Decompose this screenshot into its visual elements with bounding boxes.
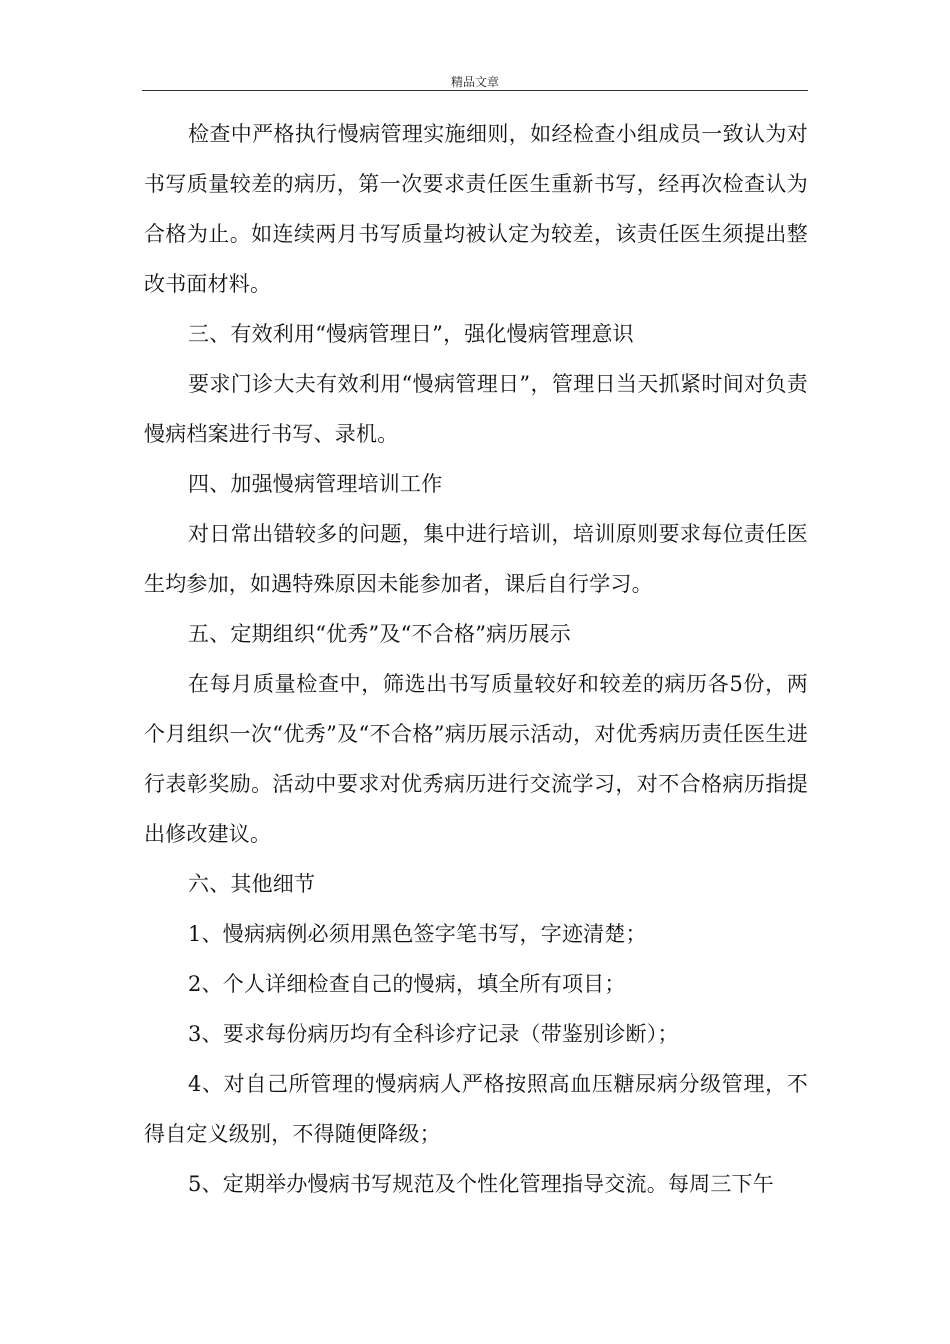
list-item-1: 1、慢病病例必须用黑色签字笔书写，字迹清楚；	[188, 922, 647, 946]
page-header-title: 精品文章	[450, 75, 499, 89]
section-heading-6: 六、其他细节	[188, 872, 316, 896]
header-divider	[142, 90, 808, 91]
paragraph-record-showcase: 在每月质量检查中，筛选出书写质量较好和较差的病历各5份，两个月组织一次“优秀”及“不合格”病历展示活动，对优秀病历责任医生进行表彰奖励。活动中要求对优秀病历进行交流学习，对不合格病历指提出修改建议。	[144, 672, 808, 846]
document-body	[144, 109, 808, 1209]
list-item-2: 2、个人详细检查自己的慢病，填全所有项目；	[188, 972, 626, 996]
paragraph-training: 对日常出错较多的问题，集中进行培训，培训原则要求每位责任医生均参加，如遇特殊原因未能参加者，课后自行学习。	[144, 522, 808, 596]
list-item-4: 4、对自己所管理的慢病病人严格按照高血压糖尿病分级管理，不得自定义级别，不得随便降级；	[144, 1072, 808, 1146]
list-item-3: 3、要求每份病历均有全科诊疗记录（带鉴别诊断）；	[188, 1022, 679, 1046]
list-item-5: 5、定期举办慢病书写规范及个性化管理指导交流。每周三下午	[188, 1172, 774, 1196]
section-heading-5: 五、定期组织“优秀”及“不合格”病历展示	[188, 622, 571, 646]
paragraph-management-day: 要求门诊大夫有效利用“慢病管理日”，管理日当天抓紧时间对负责慢病档案进行书写、录机。	[144, 372, 808, 446]
paragraph-inspection-rules: 检查中严格执行慢病管理实施细则，如经检查小组成员一致认为对书写质量较差的病历，第一次要求责任医生重新书写，经再次检查认为合格为止。如连续两月书写质量均被认定为较差，该责任医生须提出整改书面材料。	[144, 122, 808, 296]
section-heading-3: 三、有效利用“慢病管理日”，强化慢病管理意识	[188, 322, 634, 346]
section-heading-4: 四、加强慢病管理培训工作	[188, 472, 443, 496]
